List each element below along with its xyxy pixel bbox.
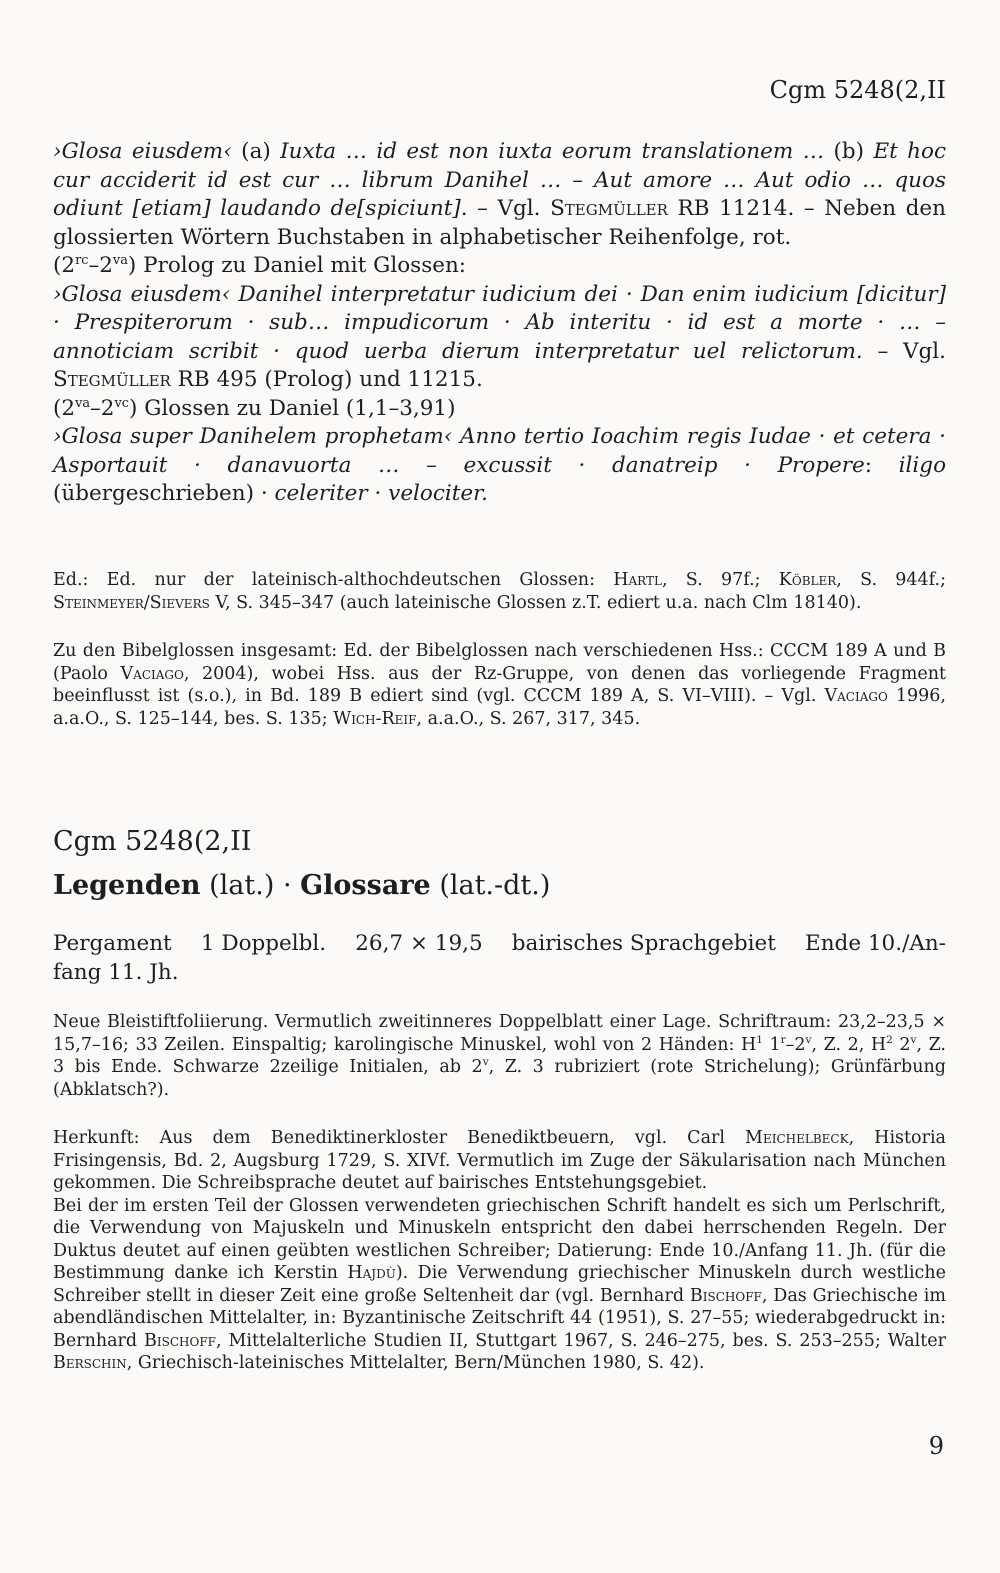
text-span: ›Glosa eiusdem‹ (53, 139, 232, 164)
text-span: Bei der im ersten Teil der Glossen verwendeten griechischen Schrift handelt es sich um Perlschrift, die Verwendung von Majuskeln und Minuskeln entspricht den dabei herrschenden Regeln. Der Duktus deutet auf einen geübten westlichen Schreiber; Datierung: Ende 10./Anfang 11. Jh. (für die Bestimmung danke ich Kerstin (53, 1195, 946, 1283)
section-1-glosses (53, 138, 946, 509)
superscript: r (780, 1033, 786, 1046)
prolog-paragraph (53, 281, 946, 395)
superscript: rc (75, 252, 89, 268)
text-span: RB 495 (Prolog) und 11215. (170, 367, 483, 392)
text-span: (b) (824, 139, 874, 164)
text-span: ). Die Verwendung griechischer Minuskeln durch westliche Schreiber stellt in dieser Zeit eine große Seltenheit dar (vgl. Bernhard (53, 1263, 946, 1306)
text-span: (a) (231, 139, 281, 164)
superscript: 1 (756, 1033, 763, 1046)
entry-title (53, 870, 946, 901)
text-span: –2 (785, 1034, 806, 1055)
text-span: , Griechisch-lateinisches Mittelalter, Bern/München 1980, S. 42). (126, 1353, 705, 1373)
text-span: (übergeschrieben) · (53, 481, 275, 506)
date: Ende 10./An- (805, 931, 946, 956)
title-part: Glossare (300, 870, 431, 901)
author-name: Bischoff (689, 1285, 762, 1306)
entry-metadata (53, 930, 946, 987)
text-span: Herkunft: Aus dem Benediktinerkloster Benediktbeuern, vgl. Carl (53, 1128, 746, 1148)
title-part: (lat.-dt.) (430, 870, 551, 901)
text-span: ) Prolog zu Daniel mit Glossen: (127, 253, 467, 278)
text-span: celeriter · velociter. (274, 481, 488, 506)
text-span: (2 (53, 253, 76, 278)
text-span: Zu den Bibelglossen insgesamt: Ed. der Bibelglossen nach verschiedenen Hss.: CCCM 189 A und B (Paolo (53, 641, 946, 684)
date-continuation: fang 11. Jh. (53, 959, 179, 985)
text-span: 1 (762, 1034, 781, 1055)
extent: 1 Doppelbl. (200, 931, 327, 956)
origin-paragraph (53, 1127, 946, 1195)
author-name: Hartl (613, 570, 662, 590)
text-span: , S. 944f.; (836, 570, 946, 590)
text-span: ) Glossen zu Daniel (1,1–3,91) (129, 395, 456, 421)
text-span: , Mittelalterliche Studien II, Stuttgart 1967, S. 246–275, bes. S. 253–255; Walter (216, 1330, 946, 1351)
physical-description (53, 1011, 946, 1101)
superscript: vc (114, 395, 129, 411)
text-span: , Das Griechische im abendländischen Mittelalter, in: Byzantinische Zeitschrift 44 (1951), S. 27–55; wiederabgedruckt in: Bernhard (53, 1285, 946, 1351)
bible-glosses-note (53, 640, 946, 730)
text-span: ›Glosa super Danihelem prophetam‹ Anno tertio Ioachim regis Iudae · et cetera · Asportauit · danavuorta … – excussit · danatreip · Propere (53, 424, 946, 478)
author-name: Stegmüller (53, 367, 171, 392)
author-name: Steinmeyer/Sievers (53, 592, 210, 613)
metadata-row (53, 930, 946, 959)
superscript: v (482, 1056, 489, 1069)
greek-script-paragraph (53, 1195, 946, 1375)
text-span: , a.a.O., S. 267, 317, 345. (416, 708, 641, 729)
region: bairisches Sprachgebiet (511, 931, 776, 956)
text-span: ›Glosa eiusdem‹ Danihel interpretatur iudicium dei · Dan enim iudicium [dicitur] · Prespiterorum · sub… impudicorum · Ab interitu · id est a morte · … – annoticiam scribit · quod uerba dierum interpretatur uel relictorum. (53, 281, 946, 364)
author-name: Meichelbeck (745, 1128, 849, 1148)
author-name: Wich-Reif (333, 708, 417, 729)
author-name: Bischoff (144, 1330, 217, 1351)
entry-shelfmark: Cgm 5248(2,II (53, 826, 252, 857)
edition-paragraph (53, 569, 946, 614)
author-name: Vaciago (824, 686, 888, 706)
title-part: (lat.) · (200, 870, 301, 901)
text-span: RB 11214. – Neben den glossierten Wörtern Buchstaben in alphabetischer Reihenfolge, rot. (53, 196, 946, 250)
text-span: , 2004), wobei Hss. aus der Rz-Gruppe, von denen das vorliegende Fragment beeinflusst ist (s.o.), in Bd. 189 B ediert sind (vgl. CCCM 189 A, S. VI–VIII). – Vgl. (53, 663, 946, 706)
superscript: va (112, 252, 128, 268)
material: Pergament (53, 931, 172, 956)
text-span: , Z. 3 rubriziert (rote Strichelung); Grünfärbung (Abklatsch?). (53, 1057, 946, 1100)
provenance (53, 1127, 946, 1375)
superscript: 2 (886, 1033, 893, 1046)
superscript: va (75, 395, 91, 411)
text-span: iligo (898, 452, 947, 478)
text-span: . – Vgl. (460, 196, 551, 221)
text-span: , Z. 2, H (811, 1034, 887, 1055)
text-span: 2 (892, 1034, 911, 1055)
text-span: V, S. 345–347 (auch lateinische Glossen z.T. ediert u.a. nach Clm 18140). (209, 592, 862, 613)
superscript: v (805, 1033, 812, 1046)
text-span: Neue Bleistiftfoliierung. Vermutlich zweitinneres Doppelblatt einer Lage. Schriftraum: 23,2–23,5 × 15,7–16; 33 Zeilen. Einspaltig; karolingische Minuskel, wohl von 2 Händen: H (53, 1012, 946, 1055)
page-number: 9 (928, 1432, 944, 1460)
superscript: v (910, 1033, 917, 1046)
text-span: Iuxta … id est non iuxta eorum translationem … (280, 139, 825, 164)
title-part: Legenden (53, 870, 201, 901)
glosa-eiusdem-paragraph (53, 138, 946, 252)
author-name: Vaciago (120, 663, 184, 684)
author-name: Hajdù (347, 1263, 396, 1283)
dimensions: 26,7 × 19,5 (355, 931, 483, 956)
bible-paragraph (53, 640, 946, 730)
author-name: Köbler (778, 570, 837, 590)
text-span: –2 (88, 253, 113, 278)
text-span: (2 (53, 395, 76, 421)
text-span: : (864, 452, 899, 478)
text-span: Et hoc cur acciderit id est cur … librum Danihel … – Aut amore … Aut odio … quos odiunt [etiam] laudando de[spiciunt] (53, 139, 946, 221)
text-span: – Vgl. (862, 338, 946, 364)
description-paragraph (53, 1011, 946, 1101)
author-name: Stegmüller (550, 196, 668, 221)
text-span: Ed.: Ed. nur der lateinisch-althochdeutschen Glossen: (53, 570, 614, 590)
text-span: , Historia Frisingensis, Bd. 2, Augsburg 1729, S. XIVf. Vermutlich im Zuge der Säkularisation nach München gekommen. Die Schreibsprache deutet auf bairisches Entstehungsgebiet. (53, 1128, 946, 1193)
glosa-super-paragraph (53, 423, 946, 509)
glossen-heading (53, 395, 946, 424)
author-name: Berschin (53, 1353, 127, 1373)
text-span: , S. 97f.; (661, 570, 779, 590)
text-span: –2 (90, 395, 115, 421)
edition-note (53, 569, 946, 614)
text-span: , Z. 3 bis Ende. Schwarze 2zeilige Initialen, ab 2 (53, 1034, 946, 1077)
prolog-heading (53, 252, 946, 281)
text-span: 1996, a.a.O., S. 125–144, bes. S. 135; (53, 686, 946, 729)
running-header: Cgm 5248(2,II (769, 76, 946, 104)
